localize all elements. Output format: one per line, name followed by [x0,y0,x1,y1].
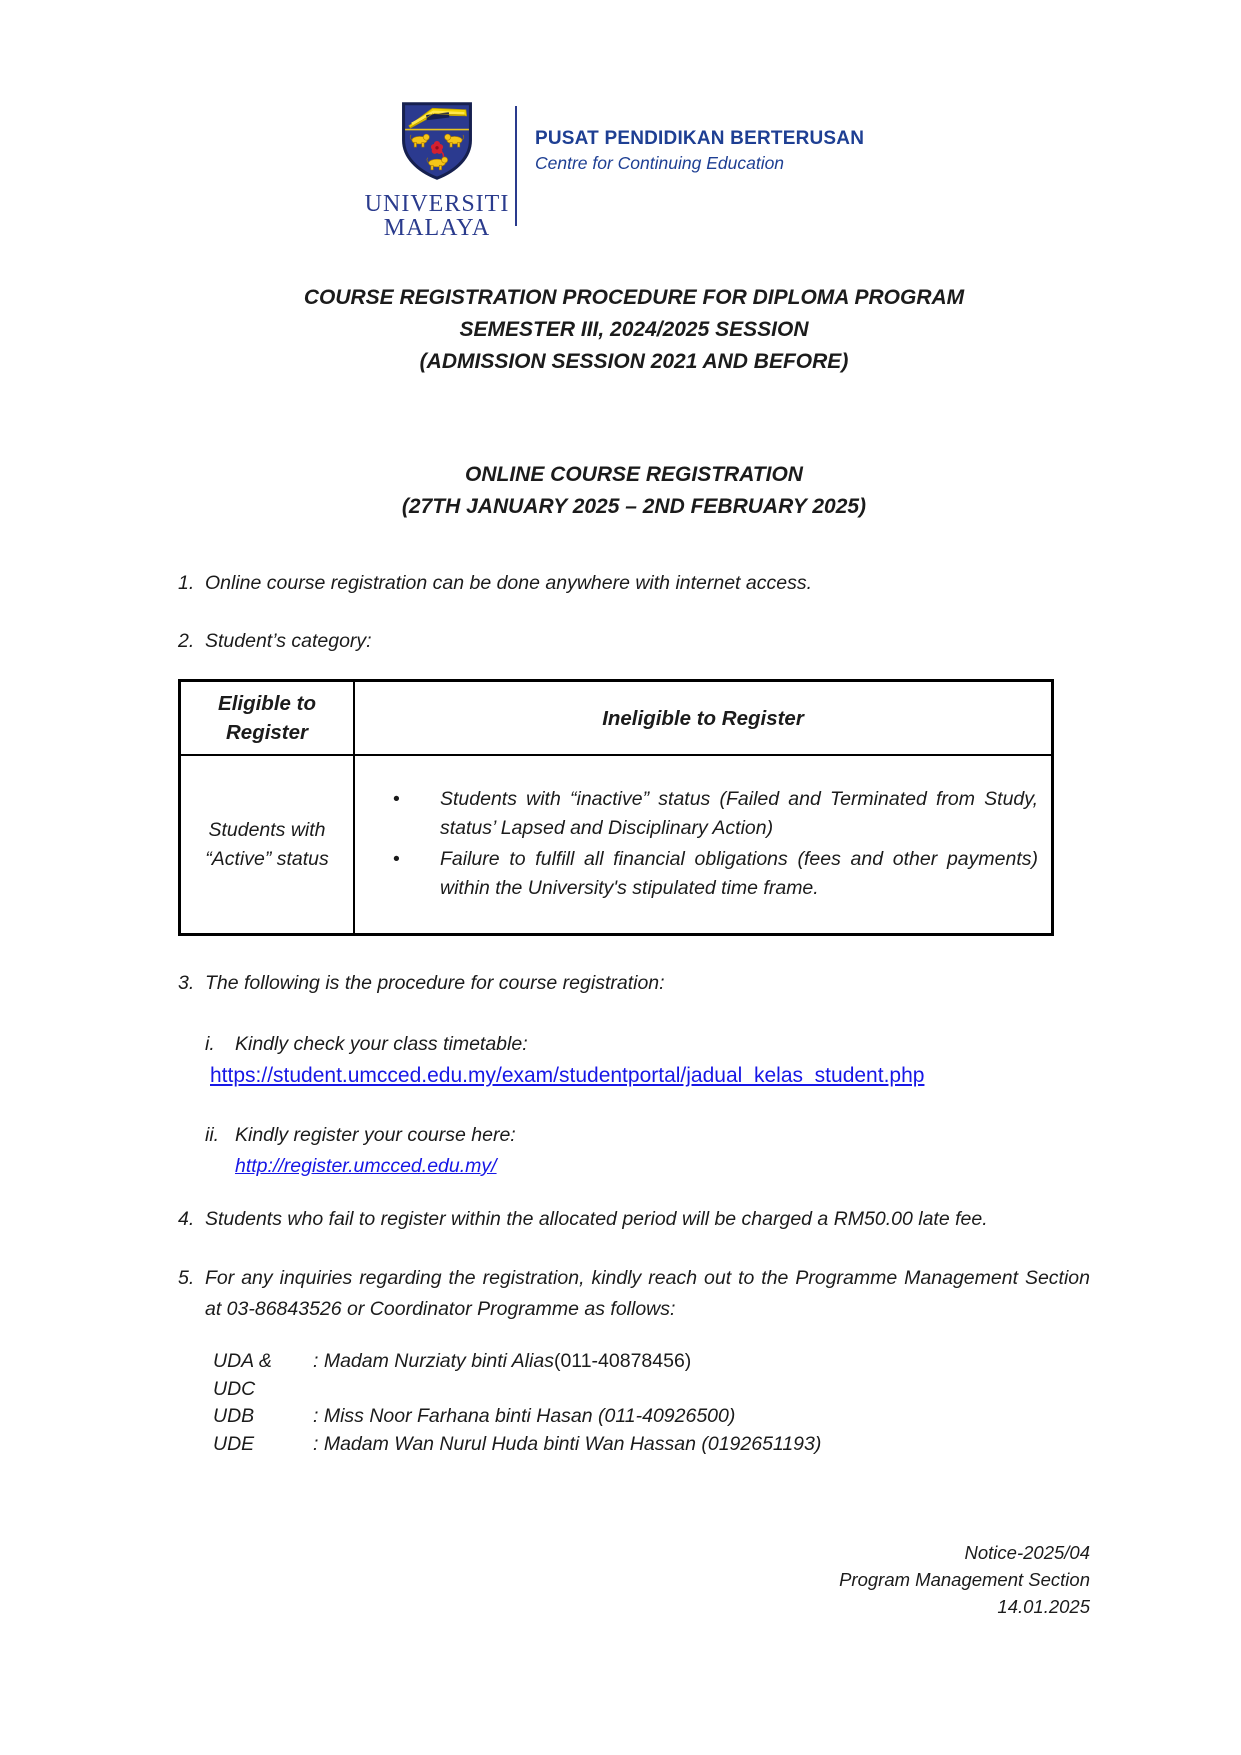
coordinator-contacts [213,1348,1090,1458]
subtitle-line2: (27TH JANUARY 2025 – 2ND FEBRUARY 2025) [401,495,867,518]
logo-block [362,100,512,240]
ineligible-header: Ineligible to Register [354,681,1053,756]
item-text: The following is the procedure for course registration: [205,972,665,994]
contact-phone: (011-40878456) [553,1350,692,1372]
contact-row-ude [213,1431,1090,1459]
list-item-1 [178,571,1090,595]
list-item-4 [178,1204,1090,1235]
document-subtitle [178,459,1090,523]
eligible-cell-line2: “Active” status [205,847,329,870]
item-number: 4. [178,1208,195,1230]
contact-label: UDE [213,1432,255,1455]
item-text: Online course registration can be done anywhere with internet access. [205,572,813,594]
department-block [535,100,864,174]
subtitle-line1: ONLINE COURSE REGISTRATION [465,463,803,486]
eligibility-table [178,679,1054,936]
item-number: 5. [178,1267,195,1289]
item-text: For any inquiries regarding the registration, kindly reach out to the Programme Management Section at 03-86843526 or Coordinator Programme as follows: [205,1267,1090,1320]
contact-label: UDA & UDC [213,1350,272,1400]
item-number: 1. [178,572,195,594]
eligible-header: Eligible to Register [180,681,355,756]
document-title [178,282,1090,378]
item-text: Students who fail to register within the allocated period will be charged a RM50.00 late fee. [205,1208,988,1230]
university-name-line1: UNIVERSITI [364,191,510,217]
registration-link[interactable]: http://register.umcced.edu.my/ [235,1155,497,1177]
ineligible-bullet-1: • Students with “inactive” status (Failed and Terminated from Study, status’ Lapsed and Disciplinary Action) [356,785,1050,843]
contact-value: : Madam Nurziaty binti Alias [313,1350,554,1372]
um-crest-icon [399,100,475,188]
department-name-secondary: Centre for Continuing Education [535,153,785,173]
contact-label: UDB [213,1405,255,1427]
title-line1: COURSE REGISTRATION PROCEDURE FOR DIPLOMA PROGRAM [303,286,965,309]
table-header-row [180,681,1053,756]
bullet-glyph: • [393,788,400,810]
bullet-glyph: • [393,848,400,870]
title-line3: (ADMISSION SESSION 2021 AND BEFORE) [419,350,849,373]
document-body [178,282,1090,1620]
item-number: 2. [178,630,195,652]
list-item-2 [178,629,1090,653]
notice-reference: Notice-2025/04 [964,1542,1090,1563]
table-body-row [180,755,1053,935]
item-number: 3. [178,972,195,994]
contact-value: : Madam Wan Nurul Huda binti Wan Hassan (0192651193) [313,1432,822,1455]
title-line2: SEMESTER III, 2024/2025 SESSION [459,318,809,341]
department-name-primary: PUSAT PENDIDIKAN BERTERUSAN [535,128,865,149]
procedure-step-i [205,1029,1090,1091]
list-item-3 [178,971,1090,995]
letterhead [362,100,1241,240]
contact-value: : Miss Noor Farhana binti Hasan (011-40926500) [313,1405,736,1427]
contact-row-uda-udc [213,1348,1090,1403]
footer-date: 14.01.2025 [997,1596,1090,1617]
list-item-5 [178,1263,1090,1325]
substep-text: Kindly check your class timetable: [235,1033,528,1055]
university-name-line2: MALAYA [383,215,491,241]
item-text: Student’s category: [205,630,372,652]
eligible-cell [180,755,355,935]
timetable-link[interactable]: https://student.umcced.edu.my/exam/studentportal/jadual_kelas_student.php [210,1064,925,1087]
ineligible-cell [354,755,1053,935]
procedure-step-ii [205,1120,1090,1182]
eligible-cell-line1: Students with [208,818,326,841]
substep-number: ii. [205,1124,220,1146]
document-footer [178,1539,1090,1620]
contact-row-udb [213,1403,1090,1431]
header-divider [515,106,517,226]
substep-number: i. [205,1033,215,1055]
footer-section-name: Program Management Section [839,1569,1090,1590]
substep-text: Kindly register your course here: [235,1124,516,1146]
ineligible-bullet-2: • Failure to fulfill all financial obligations (fees and other payments) within the University's stipulated time frame. [356,845,1050,903]
